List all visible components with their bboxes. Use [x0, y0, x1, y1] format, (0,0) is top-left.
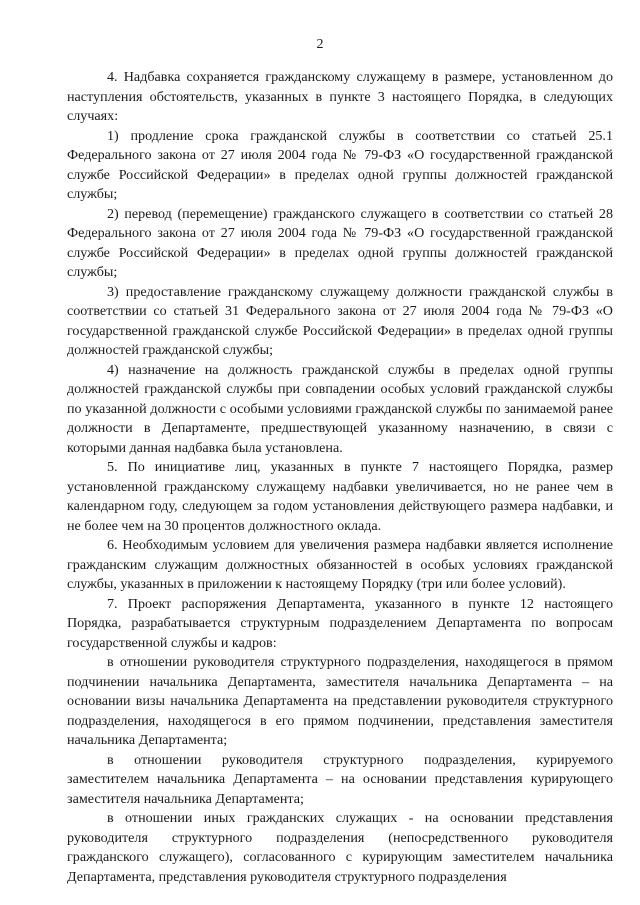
- paragraph-7-case-head: в отношении руководителя структурного подразделения, находящегося в прямом подчинении начальника Департамента, заместителя начальника Департамента – на основании визы начальника Департамента на представлении руководителя структурного подразделения, находящегося в его прямом подчинении, представления заместителя начальника Департамента;: [67, 654, 613, 748]
- paragraph-4-item-1: 1) продление срока гражданской службы в соответствии со статьей 25.1 Федерального закона от 27 июля 2004 года № 79-ФЗ «О государственной гражданской службе Российской Федерации» в пределах одной группы должностей гражданской службы;: [67, 127, 613, 202]
- paragraph-7: 7. Проект распоряжения Департамента, указанного в пункте 12 настоящего Порядка, разрабатывается структурным подразделением Департамента по вопросам государственной службы и кадров:: [67, 595, 613, 651]
- document-body: [67, 68, 613, 887]
- paragraph-5: 5. По инициативе лиц, указанных в пункте 7 настоящего Порядка, размер установленной гражданскому служащему надбавки увеличивается, но не ранее чем в календарном году, следующем за годом установления действующего размера надбавки, и не более чем на 30 процентов должностного оклада.: [67, 459, 613, 534]
- paragraph-7-case-curated: в отношении руководителя структурного подразделения, курируемого заместителем начальника Департамента – на основании представления курирующего заместителя начальника Департамента;: [67, 751, 613, 807]
- paragraph-4-item-2: 2) перевод (перемещение) гражданского служащего в соответствии со статьей 28 Федерального закона от 27 июля 2004 года № 79-ФЗ «О государственной гражданской службе Российской Федерации» в пределах одной группы должностей гражданской службы;: [67, 205, 613, 280]
- paragraph-4-item-3: 3) предоставление гражданскому служащему должности гражданской службы в соответствии со статьей 31 Федерального закона от 27 июля 2004 года № 79-ФЗ «О государственной гражданской службе Российской Федерации» в пределах одной группы должностей гражданской службы;: [67, 283, 613, 358]
- paragraph-6: 6. Необходимым условием для увеличения размера надбавки является исполнение гражданским служащим должностных обязанностей в особых условиях гражданской службы, указанных в приложении к настоящему Порядку (три или более условий).: [67, 537, 613, 592]
- page-number: 2: [316, 37, 324, 52]
- paragraph-4: 4. Надбавка сохраняется гражданскому служащему в размере, установленном до наступления обстоятельств, указанных в пункте 3 настоящего Порядка, в следующих случаях:: [67, 69, 613, 124]
- paragraph-4-item-4: 4) назначение на должность гражданской службы в пределах одной группы должностей гражданской службы при совпадении особых условий гражданской службы по указанной должности с особыми условиями гражданской службы по занимаемой ранее должности в Департаменте, предшествующей указанному назначению, в связи с которыми данная надбавка была установлена.: [67, 361, 613, 456]
- paragraph-7-case-other: в отношении иных гражданских служащих - на основании представления руководителя структурного подразделения (непосредственного руководителя гражданского служащего), согласованного с курирующим заместителем начальника Департамента, представления руководителя структурного подразделения: [67, 810, 613, 885]
